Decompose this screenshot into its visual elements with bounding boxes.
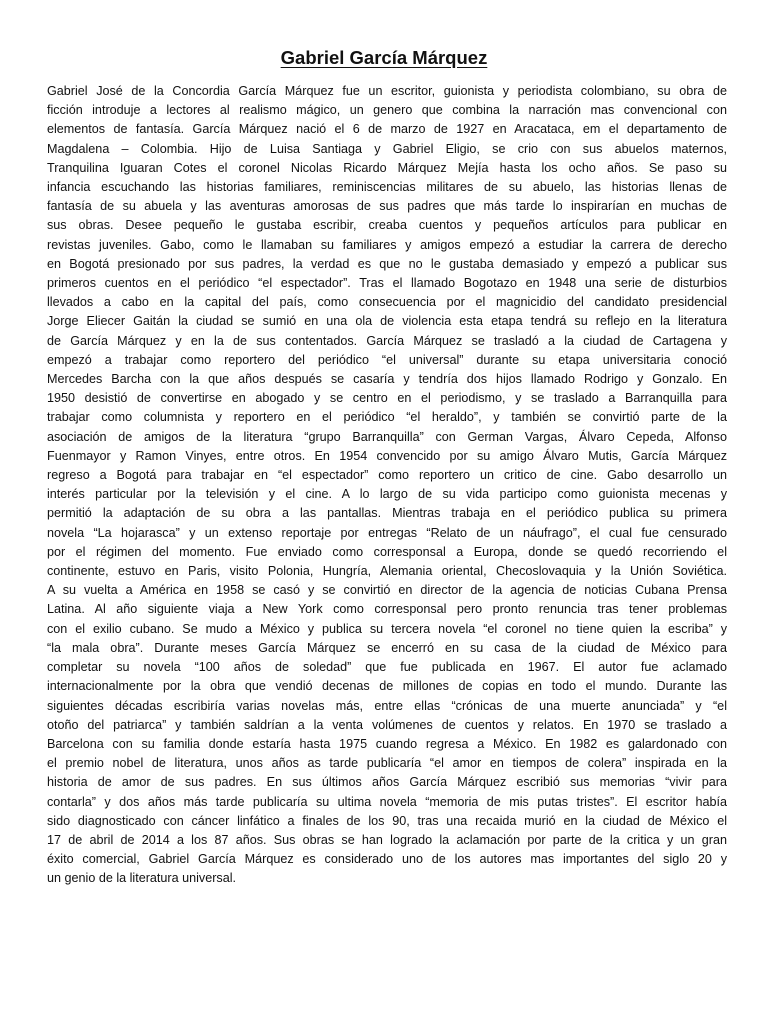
paragraph-line: con el exilio cubano. Se mudo a México y publica su tercera novela “el coronel no tiene quien la escriba” y xyxy=(47,621,727,636)
paragraph-line: interés particular por la televisión y el cine. A lo largo de su vida participo como guionista mecenas y xyxy=(47,487,727,502)
paragraph-line: historia de amor de sus padres. En sus últimos años García Márquez escribió sus memorias “vivir para xyxy=(47,775,727,790)
paragraph-line: regreso a Bogotá para trabajar en “el espectador” como reportero un critico de cine. Gabo desarrollo un xyxy=(47,468,727,483)
paragraph-line: llevados a cabo en la capital del país, como consecuencia por el magnicidio del candidato presidencial xyxy=(47,295,727,310)
paragraph-line: primeros cuentos en el periódico “el espectador”. Tras el llamado Bogotazo en 1948 una serie de disturbios xyxy=(47,276,727,291)
paragraph-line: Gabriel José de la Concordia García Márquez fue un escritor, guionista y periodista colombiano, su obra de xyxy=(47,84,727,98)
paragraph-line: ficción introduje a lectores al realismo mágico, un genero que combina la narración mas convencional con xyxy=(47,103,727,118)
paragraph-line: trabajar como columnista y reportero en el periódico “el heraldo”, y también se convirtió parte de la xyxy=(47,410,727,425)
paragraph-line: sido diagnosticado con cáncer linfático a finales de los 90, tras una recaida murió en la ciudad de México el xyxy=(47,813,727,828)
paragraph-line: Barcelona con su familia donde estaría hasta 1975 cuando regresa a México. En 1982 es galardonado con xyxy=(47,736,727,751)
paragraph-line: 17 de abril de 2014 a los 87 años. Sus obras se han logrado la aclamación por parte de la critica y un gran xyxy=(47,832,727,847)
paragraph-line: siguientes décadas escribiría varias novelas más, entre ellas “crónicas de una muerte anunciada” y “el xyxy=(47,698,727,713)
paragraph-line: éxito comercial, Gabriel García Márquez es considerado uno de los autores mas importantes del siglo 20 y xyxy=(47,852,727,867)
paragraph-line: fantasía de su abuela y las aventuras amorosas de sus padres que más tarde lo inspirarían en muchas de xyxy=(47,199,727,214)
paragraph-line: A su vuelta a América en 1958 se casó y se convirtió en director de la agencia de noticias Cubana Prensa xyxy=(47,583,727,598)
paragraph-line: “la mala obra”. Durante meses García Márquez se encerró en su casa de la ciudad de México para xyxy=(47,640,727,655)
paragraph-line: asociación de amigos de la literatura “grupo Barranquilla” con German Vargas, Álvaro Cepeda, Alfonso xyxy=(47,429,727,444)
paragraph-line: permitió la adaptación de su obra a las pantallas. Mientras trabaja en el periódico publica su primera xyxy=(47,506,727,521)
page-title: Gabriel García Márquez xyxy=(280,47,488,68)
paragraph-line: novela “La hojarasca” y un extenso reportaje por entregas “Relato de un náufrago”, el cual fue censurado xyxy=(47,525,727,540)
paragraph-line: elementos de fantasía. García Márquez nació el 6 de marzo de 1927 en Aracataca, em el departamento de xyxy=(47,122,727,137)
paragraph-line: continente, estuvo en Paris, visito Polonia, Hungría, Alemania oriental, Checoslovaquia y la Unión Soviética. xyxy=(47,564,727,579)
paragraph-line: internacionalmente por la obra que vendió decenas de millones de copias en todo el mundo. Durante las xyxy=(47,679,727,694)
paragraph-line: 1950 desistió de convertirse en abogado y se centro en el periodismo, y se traslado a Barranquilla para xyxy=(47,391,727,406)
paragraph-line: otoño del patriarca” y también saldrían a la venta volúmenes de cuentos y relatos. En 1970 se traslado a xyxy=(47,717,727,732)
paragraph-line: empezó a trabajar como reportero del periódico “el universal” durante su etapa universitaria conoció xyxy=(47,352,727,367)
paragraph-line: Jorge Eliecer Gaitán la ciudad se sumió en una ola de violencia esta etapa tendrá su reflejo en la literatura xyxy=(47,314,727,329)
biography-paragraph xyxy=(47,82,727,889)
paragraph-line: por el régimen del momento. Fue enviado como corresponsal a Europa, donde se quedó recorriendo el xyxy=(47,544,727,559)
paragraph-line: revistas juveniles. Gabo, como le llamaban su familiares y amigos empezó a estudiar la carrera de derecho xyxy=(47,237,727,252)
paragraph-line: Mercedes Barcha con la que años después se casaría y tendría dos hijos llamado Rodrigo y Gonzalo. En xyxy=(47,372,727,387)
paragraph-line: sus obras. Desee pequeño le gustaba escribir, creaba cuentos y pequeños artículos para publicar en xyxy=(47,218,727,233)
paragraph-line: Magdalena – Colombia. Hijo de Luisa Santiaga y Gabriel Eligio, se crio con sus abuelos maternos, xyxy=(47,141,727,156)
paragraph-line: Tranquilina Iguaran Cotes el coronel Nicolas Ricardo Márquez Mejía hasta los ocho años. Se paso su xyxy=(47,160,727,175)
paragraph-line: en Bogotá presionado por sus padres, la verdad es que no le gustaba demasiado y empezó a publicar sus xyxy=(47,256,727,271)
paragraph-line: completar su novela “100 años de soledad” que fue publicada en 1967. El autor fue aclamado xyxy=(47,660,727,675)
paragraph-line: el premio nobel de literatura, unos años as tarde publicaría “el amor en tiempos de colera” inspirada en la xyxy=(47,756,727,771)
paragraph-line: Fuenmayor y Ramon Vinyes, entre otros. En 1954 convencido por su amigo Álvaro Mutis, García Márquez xyxy=(47,448,727,463)
paragraph-line: Latina. Al año siguiente viaja a New York como corresponsal pero pronto renuncia tras tener problemas xyxy=(47,602,727,617)
paragraph-line: infancia escuchando las historias familiares, reminiscencias militares de su abuelo, las historias llenas de xyxy=(47,180,727,195)
paragraph-line: un genio de la literatura universal. xyxy=(47,871,237,886)
paragraph-line: de García Márquez y en la de sus contentados. García Márquez se trasladó a la ciudad de Cartagena y xyxy=(47,333,727,348)
paragraph-line: contarla” y dos años más tarde publicaría su ultima novela “memoria de mis putas tristes”. El escritor había xyxy=(47,794,727,809)
